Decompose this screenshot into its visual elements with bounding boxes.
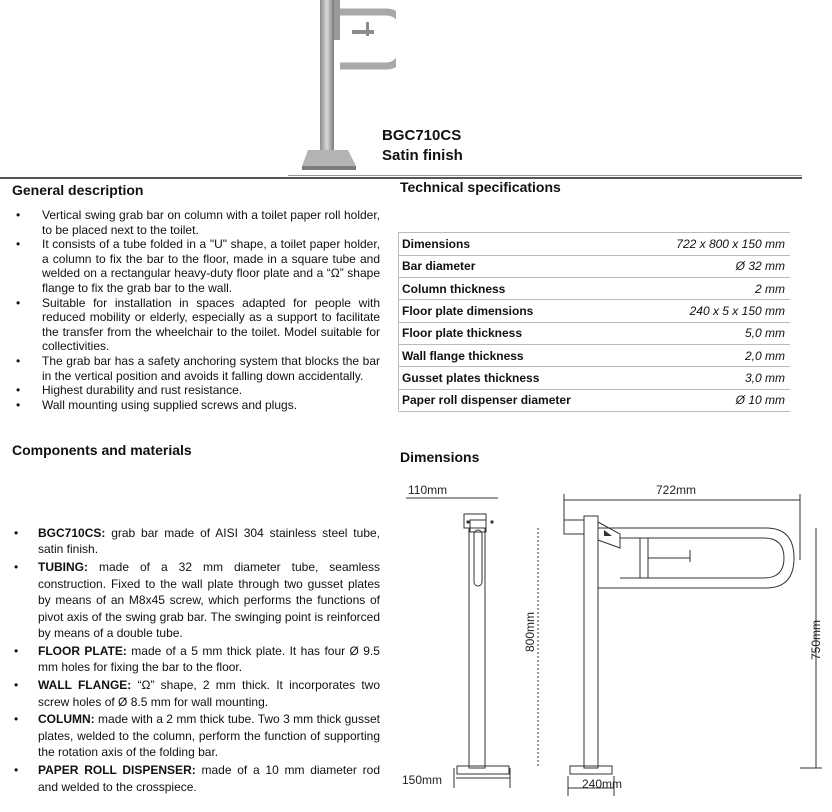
- front-flange: [564, 520, 584, 534]
- component-item: [38, 643, 380, 676]
- component-label: PAPER ROLL DISPENSER:: [38, 763, 196, 778]
- spec-table: [398, 233, 790, 412]
- side-bar: [474, 530, 482, 586]
- front-bar-inner: [620, 538, 784, 578]
- height-label: 800mm: [523, 611, 537, 652]
- component-text: made of a 5 mm thick plate. It has four Ø 9.5 mm holes for fixing the bar to the floor.: [38, 643, 380, 675]
- spec-value: 5,0 mm: [634, 322, 790, 344]
- front-floor-plate: [570, 766, 612, 774]
- divider: [288, 175, 802, 176]
- spec-value: Ø 32 mm: [634, 255, 790, 277]
- spec-label: Dimensions: [398, 233, 634, 255]
- product-model: BGC710CS: [382, 127, 462, 144]
- spec-value: 2,0 mm: [634, 344, 790, 366]
- general-description-list: [42, 208, 380, 412]
- depth-label: 110mm: [408, 483, 448, 497]
- component-item: [38, 677, 380, 710]
- general-description-title: General description: [12, 182, 144, 198]
- spec-label: Bar diameter: [398, 255, 634, 277]
- spec-value: 722 x 800 x 150 mm: [634, 233, 790, 255]
- component-text: made of a 10 mm diameter rod and welded to the crosspiece.: [38, 763, 380, 794]
- component-item: [38, 711, 380, 760]
- table-row: [398, 389, 790, 411]
- components-title: Components and materials: [12, 442, 192, 458]
- general-item: • The grab bar has a safety anchoring system that blocks the bar in the vertical position and avoids it falling down accidentally.: [42, 354, 380, 383]
- front-bar-outer: [598, 528, 794, 588]
- table-row: [398, 300, 790, 322]
- component-label: FLOOR PLATE:: [38, 643, 127, 658]
- base-side-label: 150mm: [402, 773, 443, 787]
- side-column: [469, 528, 485, 768]
- front-flange-mark: [604, 530, 612, 536]
- general-item: • Vertical swing grab bar on column with a toilet paper roll holder, to be placed next to the toilet.: [42, 208, 380, 237]
- table-row: [398, 255, 790, 277]
- spec-value: Ø 10 mm: [634, 389, 790, 411]
- component-label: BGC710CS:: [38, 526, 106, 540]
- table-row: [398, 322, 790, 344]
- general-item: • Wall mounting using supplied screws and plugs.: [42, 398, 380, 413]
- spec-label: Floor plate thickness: [398, 322, 634, 344]
- spec-value: 2 mm: [634, 278, 790, 300]
- product-finish: Satin finish: [382, 147, 463, 164]
- component-text: grab bar made of AISI 304 stainless steel tube, satin finish.: [38, 526, 380, 557]
- front-holder-post: [640, 538, 648, 578]
- hole-mark: [490, 520, 493, 523]
- general-item: • It consists of a tube folded in a "U" shape, a toilet paper holder, a column to fix the bar to the floor, made in a square tube and welded on a rectangular heavy-duty floor plate and a “Ω” shape flange to fix the grab bar to the wall.: [42, 237, 380, 295]
- spec-label: Gusset plates thickness: [398, 367, 634, 389]
- technical-specifications-title: Technical specifications: [400, 179, 561, 195]
- base-front-label: 240mm: [582, 777, 623, 791]
- table-row: [398, 344, 790, 366]
- component-item: [38, 559, 380, 641]
- component-item: [38, 525, 380, 558]
- spec-label: Floor plate dimensions: [398, 300, 634, 322]
- spec-value: 3,0 mm: [634, 367, 790, 389]
- front-column: [584, 516, 598, 768]
- component-text: “Ω” shape, 2 mm thick. It incorporates two screw holes of Ø 8.5 mm for wall mounting.: [38, 678, 380, 709]
- product-photo: [286, 0, 396, 176]
- table-row: [398, 233, 790, 255]
- component-item: [38, 762, 380, 795]
- spec-label: Column thickness: [398, 278, 634, 300]
- hole-mark: [466, 520, 469, 523]
- table-row: [398, 278, 790, 300]
- width-label: 722mm: [656, 483, 697, 497]
- spec-label: Paper roll dispenser diameter: [398, 389, 634, 411]
- general-item: • Highest durability and rust resistance.: [42, 383, 380, 398]
- spec-value: 240 x 5 x 150 mm: [634, 300, 790, 322]
- bar-height-label: 750mm: [809, 619, 823, 660]
- side-floor-plate: [457, 766, 509, 774]
- component-text: made with a 2 mm thick tube. Two 3 mm thick gusset plates, welded to the column, perform the function of supporting the rotation axis of the folding bar.: [38, 712, 380, 760]
- components-list: [38, 525, 380, 797]
- component-label: WALL FLANGE:: [38, 678, 132, 693]
- table-row: [398, 367, 790, 389]
- general-item: • Suitable for installation in spaces adapted for people with reduced mobility or elderly, especially as a support to facilitate the transfer from the wheelchair to the toilet. Model suitable for collectivities.: [42, 296, 380, 354]
- dimensions-drawing: [398, 470, 832, 812]
- spec-label: Wall flange thickness: [398, 344, 634, 366]
- component-label: TUBING:: [38, 560, 88, 575]
- dimensions-title: Dimensions: [400, 449, 480, 465]
- component-label: COLUMN:: [38, 712, 95, 727]
- component-text: made of a 32 mm diameter tube, seamless construction. Fixed to the wall plate through two gusset plates by means of an M8x45 screw, which performs the functions of pivot axis of the swing grab bar. The swinging point is reinforced by means of a double tube.: [38, 560, 380, 640]
